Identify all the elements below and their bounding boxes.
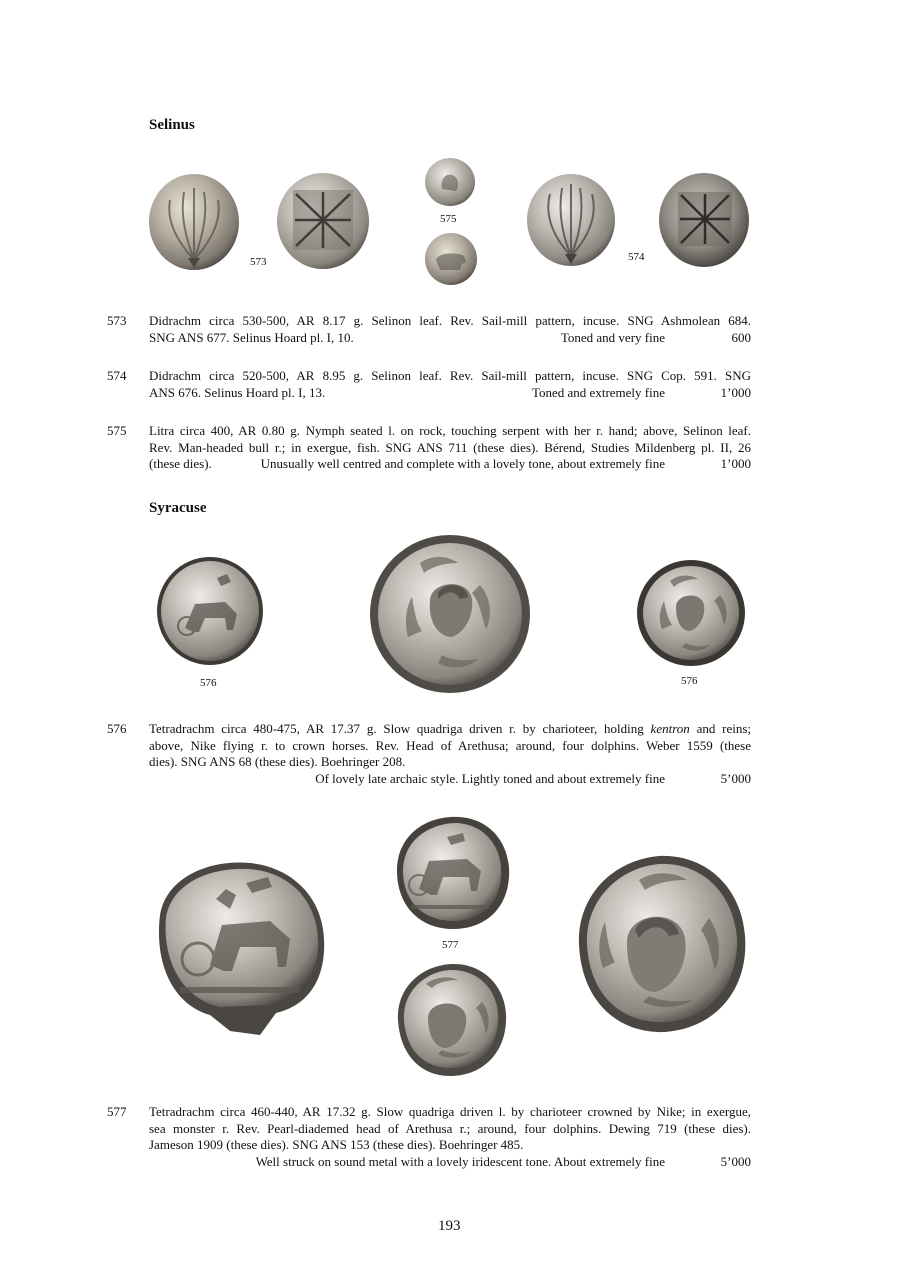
coin-577-reverse-small-image [392, 958, 510, 1080]
lot-573-condition: Toned and very fine [560, 329, 665, 345]
lot-577-line-3: Jameson 1909 (these dies). SNG ANS 153 (these dies). Boehringer 485. [149, 1137, 524, 1152]
lot-573-line-2: SNG ANS 677. Selinus Hoard pl. I, 10. [149, 329, 354, 345]
lot-number-576: 576 [107, 721, 127, 736]
lot-574-line-1: Didrachm circa 520-500, AR 8.95 g. Selinon leaf. Rev. Sail-mill pattern, incuse. SNG Cop. 591. SNG [149, 368, 751, 383]
lot-description-576 [149, 721, 751, 787]
lot-577-estimate: 5’000 [720, 1153, 751, 1169]
lot-573-line-1: Didrachm circa 530-500, AR 8.17 g. Selinon leaf. Rev. Sail-mill pattern, incuse. SNG Ashmolean 684. [149, 313, 751, 328]
lot-number-573: 573 [107, 313, 127, 328]
coin-575-obverse-image [424, 157, 476, 207]
lot-574-estimate: 1’000 [720, 384, 751, 400]
lot-number-575: 575 [107, 423, 127, 438]
lot-576-estimate: 5’000 [720, 770, 751, 786]
coin-label-575: 575 [440, 213, 457, 225]
lot-577-line-1: Tetradrachm circa 460-440, AR 17.32 g. Slow quadriga driven l. by charioteer crowned by Nike; in exergue, [149, 1104, 751, 1119]
lot-577-line-2: sea monster r. Rev. Pearl-diademed head of Arethusa r.; around, four dolphins. Dewing 719 (these dies). [149, 1120, 751, 1136]
coin-label-574: 574 [628, 251, 645, 263]
coin-577-reverse-large-image [569, 852, 751, 1036]
lot-575-condition: Unusually well centred and complete with a lovely tone, about extremely fine [260, 456, 665, 471]
lot-576-condition: Of lovely late archaic style. Lightly toned and about extremely fine [315, 770, 665, 786]
lot-description-573 [149, 313, 751, 346]
coin-577-obverse-small-image [389, 811, 513, 933]
lot-577-condition: Well struck on sound metal with a lovely iridescent tone. About extremely fine [255, 1153, 665, 1169]
coin-573-obverse-image [148, 172, 240, 272]
lot-576-line-1-part-b: and reins; [689, 721, 751, 736]
coin-573-reverse-image [276, 172, 370, 270]
section-heading-selinus: Selinus [149, 117, 195, 133]
lot-575-line-3: (these dies). [149, 456, 212, 471]
coin-576-reverse-small-image [636, 559, 746, 667]
lot-575-estimate: 1’000 [720, 456, 751, 471]
section-heading-syracuse: Syracuse [149, 500, 207, 516]
lot-description-577 [149, 1104, 751, 1170]
lot-576-line-1-part-a: Tetradrachm circa 480-475, AR 17.37 g. Slow quadriga driven r. by charioteer, holding [149, 721, 651, 736]
coin-575-reverse-image [424, 232, 478, 286]
coin-574-obverse-image [526, 172, 616, 268]
coin-label-573: 573 [250, 256, 267, 268]
coin-574-reverse-image [658, 172, 750, 268]
page-number: 193 [438, 1218, 461, 1234]
coin-label-576-right: 576 [681, 675, 698, 687]
lot-number-577: 577 [107, 1104, 127, 1119]
lot-573-estimate: 600 [731, 329, 751, 345]
lot-576-line-2: above, Nike flying r. to crown horses. Rev. Head of Arethusa; around, four dolphins. Weber 1559 (these [149, 737, 751, 753]
coin-576-obverse-image [155, 556, 265, 666]
lot-576-line-1-italic: kentron [650, 721, 690, 736]
coin-label-577: 577 [442, 939, 459, 951]
lot-574-condition: Toned and extremely fine [531, 384, 665, 400]
coin-label-576-left: 576 [200, 677, 217, 689]
lot-description-575 [149, 423, 751, 473]
lot-description-574 [149, 368, 751, 401]
lot-number-574: 574 [107, 368, 127, 383]
lot-576-line-3: dies). SNG ANS 68 (these dies). Boehringer 208. [149, 754, 406, 769]
lot-576-line-1 [149, 721, 751, 738]
coin-576-reverse-large-image [368, 533, 532, 695]
lot-575-line-1: Litra circa 400, AR 0.80 g. Nymph seated l. on rock, touching serpent with her r. hand; above, Selinon leaf. [149, 423, 751, 438]
lot-575-line-2: Rev. Man-headed bull r.; in exergue, fish. SNG ANS 711 (these dies). Bérend, Studies Mildenberg pl. II, 26 [149, 439, 751, 455]
coin-577-obverse-large-image [150, 855, 328, 1040]
lot-574-line-2: ANS 676. Selinus Hoard pl. I, 13. [149, 384, 326, 400]
